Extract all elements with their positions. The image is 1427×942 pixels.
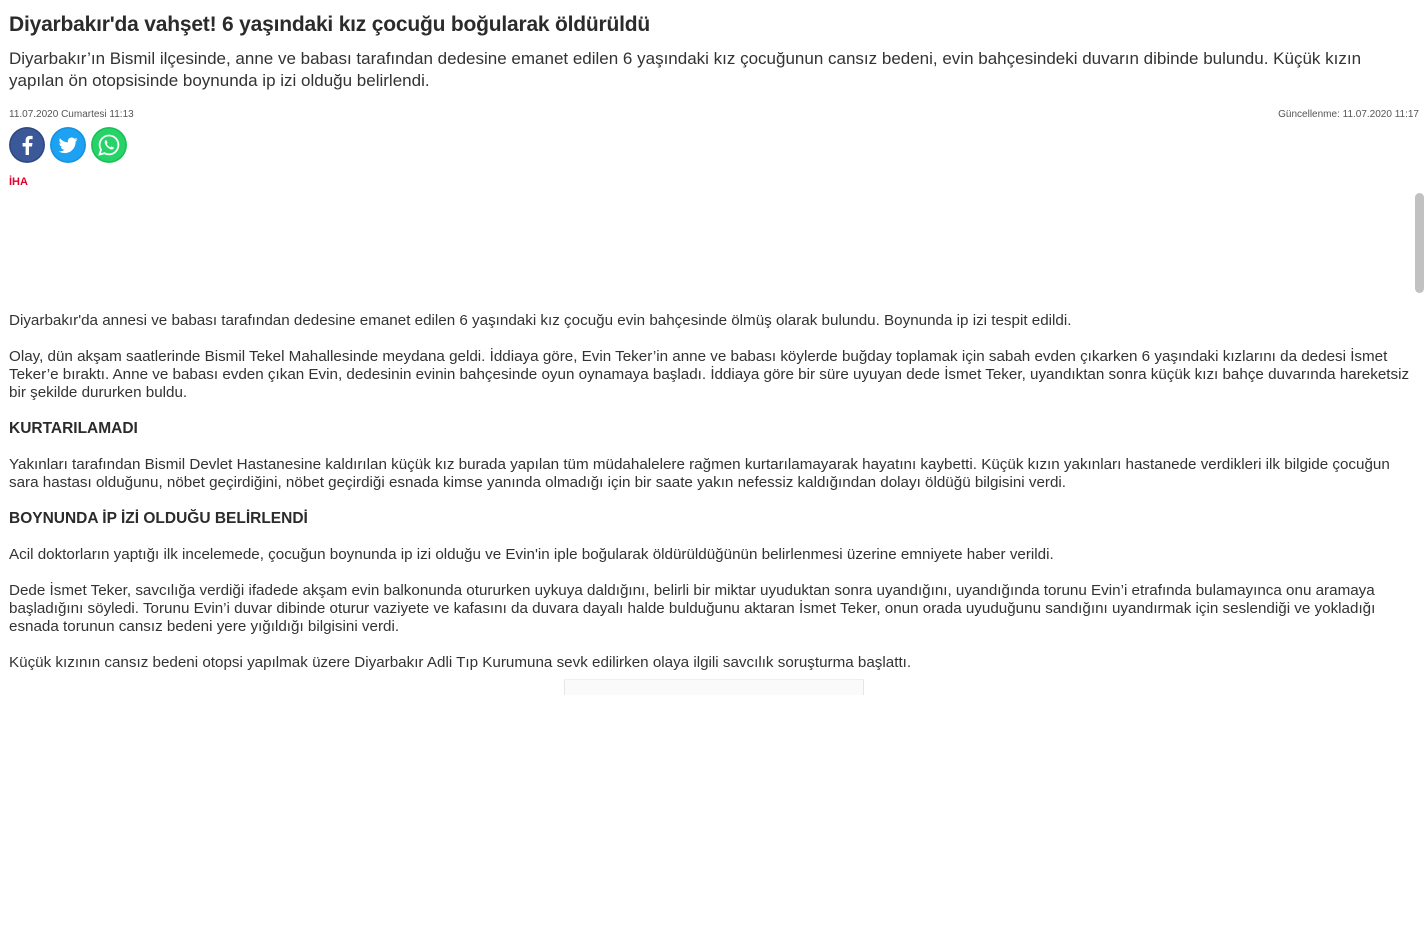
twitter-icon — [50, 127, 86, 163]
scrollbar[interactable] — [1412, 0, 1427, 942]
paragraph: Olay, dün akşam saatlerinde Bismil Tekel Mahallesinde meydana geldi. İddiaya göre, Evin Teker’in anne ve babası köylerde buğday toplamak için sabah evden çıkarken 6 yaşındaki kızlarını da dedesi İsmet Teker’e bıraktı. Anne ve babası evden çıkan Evin, dedesinin evinin bahçesinde oyun oynamaya başladı. İddiaya göre bir süre uyuyan dede İsmet Teker, uyandıktan sonra küçük kızı bahçe duvarında hareketsiz bir şekilde dururken buldu. — [9, 348, 1410, 401]
updated-date: Güncellenme: 11.07.2020 11:17 — [1278, 109, 1419, 120]
article-spot: Diyarbakır’ın Bismil ilçesinde, anne ve babası tarafından dedesine emanet edilen 6 yaşındaki kız çocuğunun cansız bedeni, evin bahçesindeki duvarın dibinde bulundu. Küçük kızın yapılan ön otopsisinde boynunda ip izi olduğu belirlendi. — [9, 49, 1362, 90]
share-buttons — [9, 127, 1415, 163]
article-body — [9, 312, 1419, 672]
paragraph: Dede İsmet Teker, savcılığa verdiği ifadede akşam evin balkonunda otururken uykuya daldığını, belirli bir miktar uyuduktan sonra uyandığını, uyandığında torunu Evin’i etrafında bulamayınca onu aramaya başladığını söyledi. Torunu Evin’i duvar dibinde oturur vaziyete ve kafasını da duvara dayalı halde bulduğunu aktaran İsmet Teker, onun orada uyuduğunu sandığını uyandırmak için seslendiği ve yokladığı esnada torunun cansız bedeni yere yığıldığı bilgisini verdi. — [9, 582, 1376, 635]
article-title: Diyarbakır'da vahşet! 6 yaşındaki kız çocuğu boğularak öldürüldü — [9, 13, 651, 36]
paragraph: Acil doktorların yaptığı ilk incelemede, çocuğun boynunda ip izi olduğu ve Evin'in iple boğularak öldürüldüğünün belirlenmesi üzerine emniyete haber verildi. — [9, 546, 1054, 563]
published-date: 11.07.2020 Cumartesi 11:13 — [9, 109, 134, 120]
news-source: İHA — [9, 176, 28, 188]
whatsapp-icon — [91, 127, 127, 163]
twitter-share-button[interactable] — [50, 127, 86, 163]
paragraph: Yakınları tarafından Bismil Devlet Hastanesine kaldırılan küçük kız burada yapılan tüm müdahalelere rağmen kurtarılamayarak hayatını kaybetti. Küçük kızın yakınları hastanede verdikleri ilk bilgide çocuğun sara hastası olduğunu, nöbet geçirdiğini, nöbet geçirdiği esnada kimse yanında olmadığı için bir saate yakın nefessiz kaldığından dolayı öldüğü bilgisini verdi. — [9, 456, 1390, 491]
ad-placeholder — [9, 189, 1415, 312]
paragraph: Küçük kızının cansız bedeni otopsi yapılmak üzere Diyarbakır Adli Tıp Kurumuna sevk edilirken olaya ilgili savcılık soruşturma başlattı. — [9, 654, 912, 671]
embedded-content-frame — [564, 679, 864, 695]
facebook-share-button[interactable] — [9, 127, 45, 163]
article-meta — [9, 108, 1419, 122]
section-heading: KURTARILAMADI — [9, 420, 138, 437]
whatsapp-share-button[interactable] — [91, 127, 127, 163]
section-heading: BOYNUNDA İP İZİ OLDUĞU BELİRLENDİ — [9, 510, 308, 527]
paragraph: Diyarbakır'da annesi ve babası tarafından dedesine emanet edilen 6 yaşındaki kız çocuğu evin bahçesinde ölmüş olarak bulundu. Boynunda ip izi tespit edildi. — [9, 312, 1072, 329]
scrollbar-thumb[interactable] — [1415, 193, 1424, 293]
facebook-icon — [9, 127, 45, 163]
